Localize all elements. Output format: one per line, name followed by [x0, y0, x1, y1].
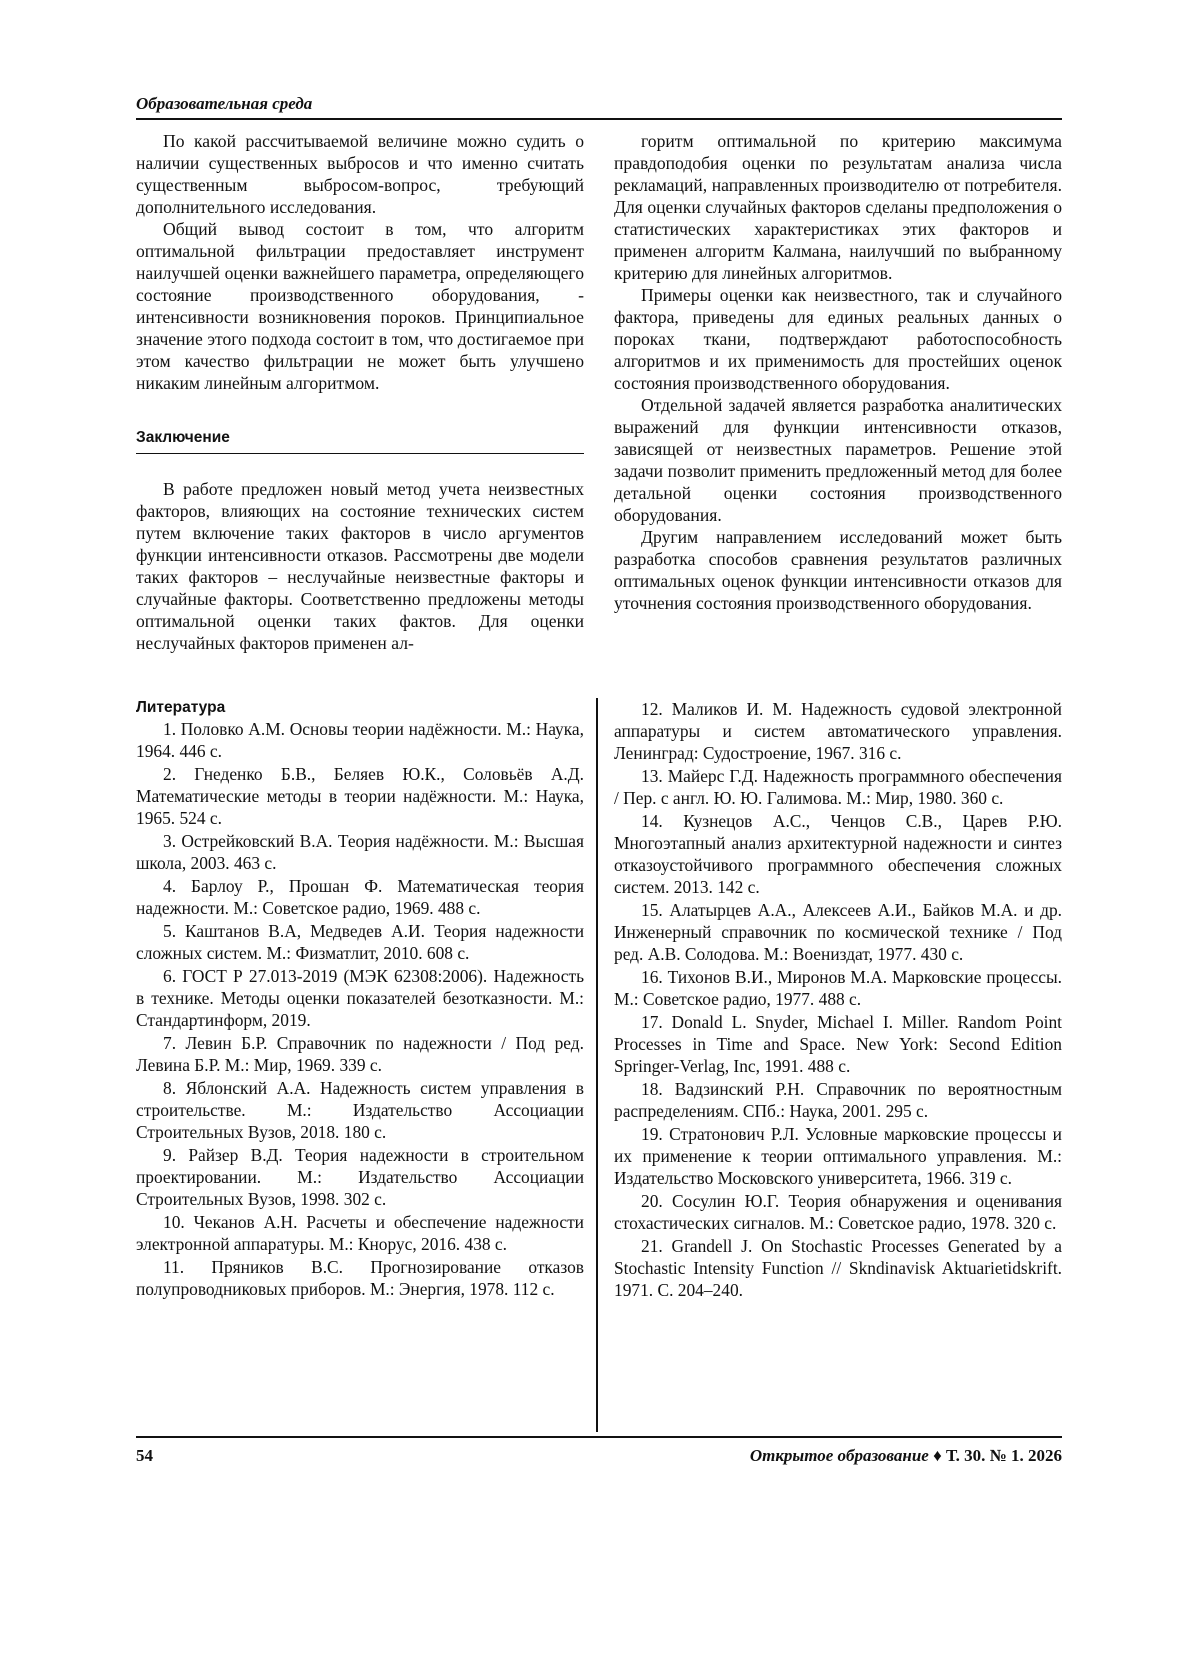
references-left — [136, 698, 584, 1302]
reference-item: 21. Grandell J. On Stochastic Processes Generated by a Stochastic Intensity Function // Skndinavisk Aktuarietidskrift. 1971. С. 204–240. — [614, 1236, 1062, 1300]
footer-rule — [136, 1436, 1062, 1438]
reference-item: 3. Острейковский В.А. Теория надёжности. М.: Высшая школа, 2003. 463 с. — [136, 831, 584, 873]
reference-item: 15. Алатырцев А.А., Алексеев А.И., Байков М.А. и др. Инженерный справочник по космической технике / Под ред. А.В. Солодова. М.: Воениздат, 1977. 430 с. — [614, 900, 1062, 964]
references-right — [614, 698, 1062, 1302]
page-number: 54 — [136, 1446, 153, 1465]
running-head: Образовательная среда — [136, 94, 313, 113]
paragraph: горитм оптимальной по критерию максимума правдоподобия оценки по результатам анализа числа рекламаций, направленных производителю от потребителя. Для оценки случайных факторов сделаны предположения о статистических характеристиках этих факторов и применен алгоритм Калмана, наилучший по выбранному критерию для линейных алгоритмов. — [614, 131, 1062, 283]
references — [136, 698, 1062, 1302]
column-divider — [596, 698, 598, 1432]
section-rule — [136, 453, 584, 454]
reference-item: 18. Вадзинский Р.Н. Справочник по вероятностным распределениям. СПб.: Наука, 2001. 295 с. — [614, 1079, 1062, 1121]
conclusion-paragraph: В работе предложен новый метод учета неизвестных факторов, влияющих на состояние технических систем путем включение таких факторов в число аргументов функции интенсивности отказов. Рассмотрены две модели таких факторов – неслучайные неизвестные факторы и случайные факторы. Соответственно предложены методы оптимальной оценки таких фактов. Для оценки неслучайных факторов применен ал- — [136, 479, 584, 653]
paragraph: Общий вывод состоит в том, что алгоритм оптимальной фильтрации предоставляет инструмент наилучшей оценки важнейшего параметра, определяющего состояние производственного оборудования, - интенсивности возникновения пороков. Принципиальное значение этого подхода состоит в том, что достигаемое при этом качество фильтрации не может быть улучшено никаким линейным алгоритмом. — [136, 219, 584, 393]
references-title: Литература — [136, 699, 226, 716]
header-rule — [136, 118, 1062, 120]
reference-item: 7. Левин Б.Р. Справочник по надежности / Под ред. Левина Б.Р. М.: Мир, 1969. 339 с. — [136, 1033, 584, 1075]
reference-item: 11. Пряников В.С. Прогнозирование отказов полупроводниковых приборов. М.: Энергия, 1978. 112 с. — [136, 1257, 584, 1299]
paragraph: Примеры оценки как неизвестного, так и случайного фактора, приведены для единых реальных данных о пороках ткани, подтверждают работоспособность алгоритмов и их применимость для простейших оценок состояния производственного оборудования. — [614, 285, 1062, 393]
journal-name: Открытое образование — [749, 1446, 929, 1465]
page-footer — [136, 1444, 1062, 1468]
reference-item: 6. ГОСТ Р 27.013-2019 (МЭК 62308:2006). Надежность в технике. Методы оценки показателей безотказности. М.: Стандартинформ, 2019. — [136, 966, 584, 1030]
diamond-icon: ♦ — [933, 1446, 942, 1465]
page — [136, 92, 1062, 1302]
reference-item: 8. Яблонский А.А. Надежность систем управления в строительстве. М.: Издательство Ассоциации Строительных Вузов, 2018. 180 с. — [136, 1078, 584, 1142]
reference-item: 16. Тихонов В.И., Миронов М.А. Марковские процессы. М.: Советское радио, 1977. 488 с. — [614, 967, 1062, 1009]
paragraph: Другим направлением исследований может быть разработка способов сравнения результатов различных оптимальных оценок функции интенсивности отказов для уточнения состояния производственного оборудования. — [614, 527, 1062, 613]
reference-item: 17. Donald L. Snyder, Michael I. Miller. Random Point Processes in Time and Space. New York: Second Edition Springer-Verlag, Inc, 1991. 488 с. — [614, 1012, 1062, 1076]
journal-citation — [750, 1444, 1062, 1468]
section-title: Заключение — [136, 429, 230, 446]
right-column — [614, 130, 1062, 654]
reference-item: 9. Райзер В.Д. Теория надежности в строительном проектировании. М.: Издательство Ассоциации Строительных Вузов, 1998. 302 с. — [136, 1145, 584, 1209]
reference-item: 1. Половко А.М. Основы теории надёжности. М.: Наука, 1964. 446 с. — [136, 719, 584, 761]
reference-item: 4. Барлоу Р., Прошан Ф. Математическая теория надежности. М.: Советское радио, 1969. 488 с. — [136, 876, 584, 918]
reference-item: 10. Чеканов А.Н. Расчеты и обеспечение надежности электронной аппаратуры. М.: Кнорус, 2016. 438 с. — [136, 1212, 584, 1254]
paragraph: Отдельной задачей является разработка аналитических выражений для функции интенсивности отказов, зависящей от неизвестных параметров. Решение этой задачи позволит применить предложенный метод для более детальной оценки состояния производственного оборудования. — [614, 395, 1062, 525]
reference-item: 5. Каштанов В.А, Медведев А.И. Теория надежности сложных систем. М.: Физматлит, 2010. 608 с. — [136, 921, 584, 963]
reference-item: 2. Гнеденко Б.В., Беляев Ю.К., Соловьёв А.Д. Математические методы в теории надёжности. М.: Наука, 1965. 524 с. — [136, 764, 584, 828]
reference-item: 12. Маликов И. М. Надежность судовой электронной аппаратуры и систем автоматического управления. Ленинград: Судостроение, 1967. 316 с. — [614, 699, 1062, 763]
issue-info: Т. 30. № 1. 2026 — [946, 1446, 1062, 1465]
reference-item: 19. Стратонович Р.Л. Условные марковские процессы и их применение к теории оптимального управления. М.: Издательство Московского университета, 1966. 319 с. — [614, 1124, 1062, 1188]
left-column — [136, 130, 584, 654]
paragraph: По какой рассчитываемой величине можно судить о наличии существенных выбросов и что именно считать существенным выбросом-вопрос, требующий дополнительного исследования. — [136, 131, 584, 217]
reference-item: 13. Майерс Г.Д. Надежность программного обеспечения / Пер. с англ. Ю. Ю. Галимова. М.: Мир, 1980. 360 с. — [614, 766, 1062, 808]
article-body — [136, 130, 1062, 654]
reference-item: 20. Сосулин Ю.Г. Теория обнаружения и оценивания стохастических сигналов. М.: Советское радио, 1978. 320 с. — [614, 1191, 1062, 1233]
reference-item: 14. Кузнецов А.С., Ченцов С.В., Царев Р.Ю. Многоэтапный анализ архитектурной надежности и синтез отказоустойчивого программного обеспечения сложных систем. 2013. 142 с. — [614, 811, 1062, 897]
